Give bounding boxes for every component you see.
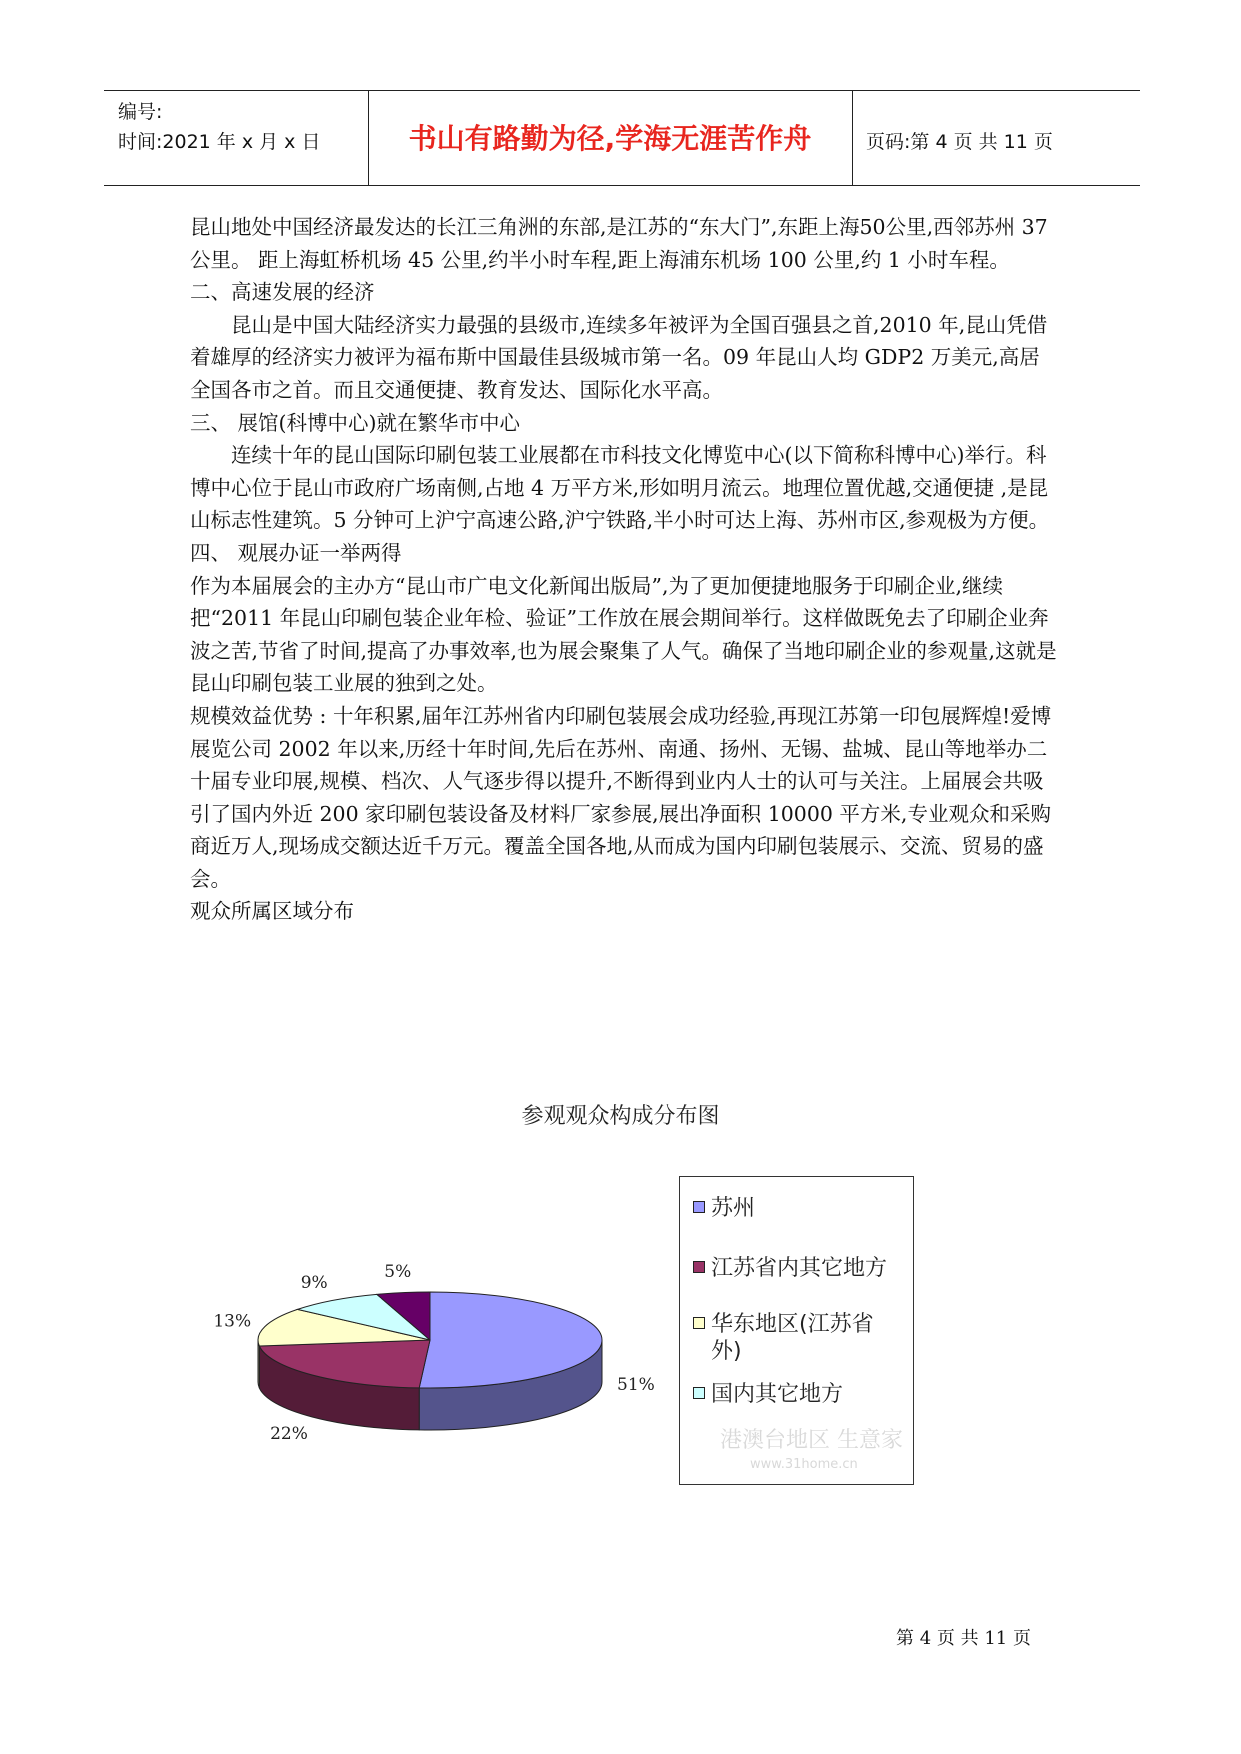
header-motto: 书山有路勤为径,学海无涯苦作舟 bbox=[408, 122, 812, 155]
paragraph-scale: 规模效益优势 : 十年积累,届年江苏州省内印刷包装展会成功经验,再现江苏第一印包展辉煌!爱博展览公司 2002 年以来,历经十年时间,先后在苏州、南通、扬州、无锡、盐城、昆山等地举办二十届专业印展,规模、档次、人气逐步得以提升,不断得到业内人士的认可与关注。上届展会共吸引了国内外近 200 家印刷包装设备及材料厂家参展,展出净面积 10000 平方米,专业观众和采购商近万人,现场成交额达近千万元。覆盖全国各地,从而成为国内印刷包装展示、交流、贸易的盛会。 bbox=[190, 703, 1052, 891]
paragraph-certificate: 作为本届展会的主办方“昆山市广电文化新闻出版局”,为了更加便捷地服务于印刷企业,继续把“2011 年昆山印刷包装企业年检、验证”工作放在展会期间举行。这样做既免去了印刷企业奔波之苦,节省了时间,提高了办事效率,也为展会聚集了人气。确保了当地印刷企业的参观量,这就是昆山印刷包装工业展的独到之处。 bbox=[190, 573, 1057, 696]
paragraph-venue: 连续十年的昆山国际印刷包装工业展都在市科技文化博览中心(以下简称科博中心)举行。科博中心位于昆山市政府广场南侧,占地 4 万平方米,形如明月流云。地理位置优越,交通便捷 ,是昆山标志性建筑。5 分钟可上沪宁高速公路,沪宁铁路,半小时可达上海、苏州市区,参观极为方便。 bbox=[190, 443, 1050, 533]
header-motto-cell bbox=[368, 91, 853, 185]
heading-venue: 三、 展馆(科博中心)就在繁华市中心 bbox=[190, 410, 521, 435]
heading-certificate: 四、 观展办证一举两得 bbox=[190, 540, 402, 565]
document-header bbox=[104, 90, 1140, 186]
pie-label-3: 9% bbox=[300, 1273, 328, 1294]
pie-label-2: 13% bbox=[213, 1311, 252, 1332]
document-body bbox=[190, 211, 1060, 928]
chart-legend bbox=[679, 1176, 914, 1485]
page-footer: 第 4 页 共 11 页 bbox=[896, 1628, 1031, 1649]
watermark-text: 港澳台地区 生意家 bbox=[720, 1428, 903, 1453]
heading-economy: 二、高速发展的经济 bbox=[190, 280, 375, 305]
pie-label-0: 51% bbox=[617, 1375, 655, 1396]
header-info-cell bbox=[104, 91, 369, 185]
legend-item-east-china: 华东地区(江苏省外) bbox=[693, 1311, 898, 1365]
legend-item-suzhou: 苏州 bbox=[693, 1195, 755, 1222]
watermark-logo bbox=[720, 1423, 910, 1479]
pie-side-2 bbox=[258, 1340, 259, 1388]
chart-title: 参观观众构成分布图 bbox=[521, 1104, 720, 1129]
paragraph-economy: 昆山是中国大陆经济实力最强的县级市,连续多年被评为全国百强县之首,2010 年,昆山凭借着雄厚的经济实力被评为福布斯中国最佳县级城市第一名。09 年昆山人均 GDP2 万美元,高居全国各市之首。而且交通便捷、教育发达、国际化水平高。 bbox=[190, 312, 1048, 402]
paragraph-distribution-caption: 观众所属区域分布 bbox=[190, 899, 354, 924]
pie-label-1: 22% bbox=[270, 1424, 308, 1444]
pie-chart bbox=[213, 1250, 655, 1470]
legend-swatch bbox=[693, 1261, 705, 1273]
document-time-label: 时间:2021 年 x 月 x 日 bbox=[118, 131, 321, 153]
document-number-label: 编号: bbox=[118, 101, 163, 123]
header-page-label: 页码:第 4 页 共 11 页 bbox=[866, 131, 1053, 153]
legend-item-domestic-other: 国内其它地方 bbox=[693, 1381, 843, 1408]
legend-swatch bbox=[693, 1387, 705, 1399]
paragraph-location: 昆山地处中国经济最发达的长江三角洲的东部,是江苏的“东大门”,东距上海50公里,西邻苏州 37 公里。 距上海虹桥机场 45 公里,约半小时车程,距上海浦东机场 100 公里,约 1 小时车程。 bbox=[190, 215, 1048, 272]
pie-label-4: 5% bbox=[384, 1261, 412, 1282]
watermark-url: www.31home.cn bbox=[750, 1457, 858, 1472]
header-page-cell bbox=[852, 91, 1140, 185]
legend-swatch bbox=[693, 1317, 705, 1329]
legend-item-jiangsu-other: 江苏省内其它地方 bbox=[693, 1255, 887, 1282]
legend-swatch bbox=[693, 1201, 705, 1213]
